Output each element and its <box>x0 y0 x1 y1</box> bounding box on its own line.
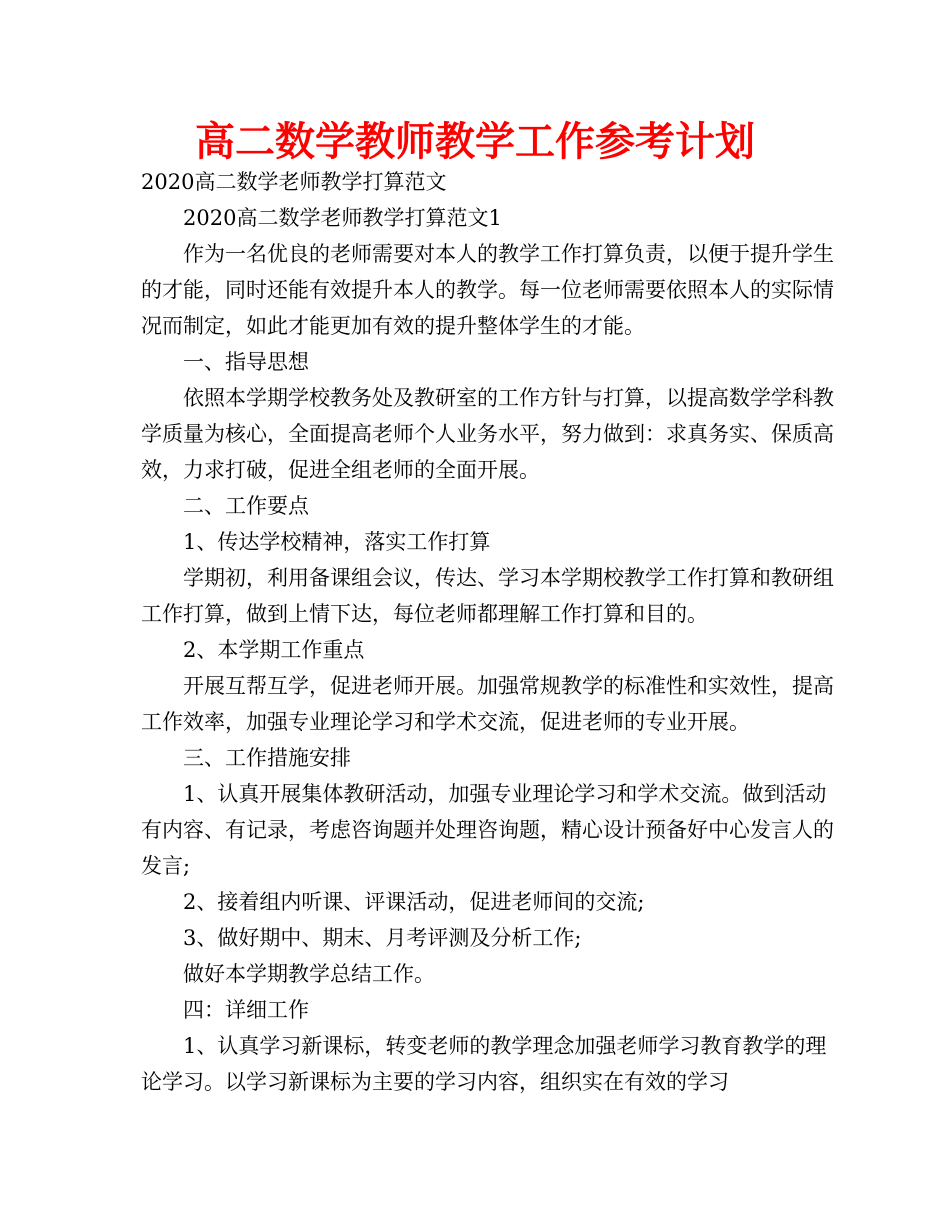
paragraph: 作为一名优良的老师需要对本人的教学工作打算负责，以便于提升学生的才能，同时还能有效提升本人的教学。每一位老师需要依照本人的实际情况而制定，如此才能更加有效的提升整体学生的才能。 <box>141 242 834 338</box>
paragraph: 3、做好期中、期末、月考评测及分析工作; <box>183 926 582 950</box>
subsection-heading: 2、本学期工作重点 <box>183 638 365 662</box>
paragraph: 1、认真学习新课标，转变老师的教学理念加强老师学习教育教学的理论学习。以学习新课标为主要的学习内容，组织实在有效的学习 <box>141 1034 827 1094</box>
paragraph: 2、接着组内听课、评课活动，促进老师间的交流; <box>183 890 645 914</box>
section-heading: 三、工作措施安排 <box>183 746 351 770</box>
paragraph: 做好本学期教学总结工作。 <box>183 962 435 986</box>
subsection-heading: 1、传达学校精神，落实工作打算 <box>183 530 491 554</box>
paragraph: 开展互帮互学，促进老师开展。加强常规教学的标准性和实效性，提高工作效率，加强专业理论学习和学术交流，促进老师的专业开展。 <box>141 674 834 734</box>
section-heading: 四：详细工作 <box>183 998 309 1022</box>
section-heading: 一、指导思想 <box>183 350 309 374</box>
section-heading: 2020高二数学老师教学打算范文1 <box>183 206 502 230</box>
section-heading: 二、工作要点 <box>183 494 309 518</box>
document-title: 高二数学教师教学工作参考计划 <box>195 118 755 165</box>
paragraph: 依照本学期学校教务处及教研室的工作方针与打算，以提高数学学科教学质量为核心，全面提高老师个人业务水平，努力做到：求真务实、保质高效，力求打破，促进全组老师的全面开展。 <box>141 386 834 482</box>
document-body <box>141 164 841 1100</box>
subtitle-line: 2020高二数学老师教学打算范文 <box>141 170 447 194</box>
paragraph: 学期初，利用备课组会议，传达、学习本学期校教学工作打算和教研组工作打算，做到上情下达，每位老师都理解工作打算和目的。 <box>141 566 834 626</box>
paragraph: 1、认真开展集体教研活动，加强专业理论学习和学术交流。做到活动有内容、有记录，考虑咨询题并处理咨询题，精心设计预备好中心发言人的发言; <box>141 782 834 878</box>
